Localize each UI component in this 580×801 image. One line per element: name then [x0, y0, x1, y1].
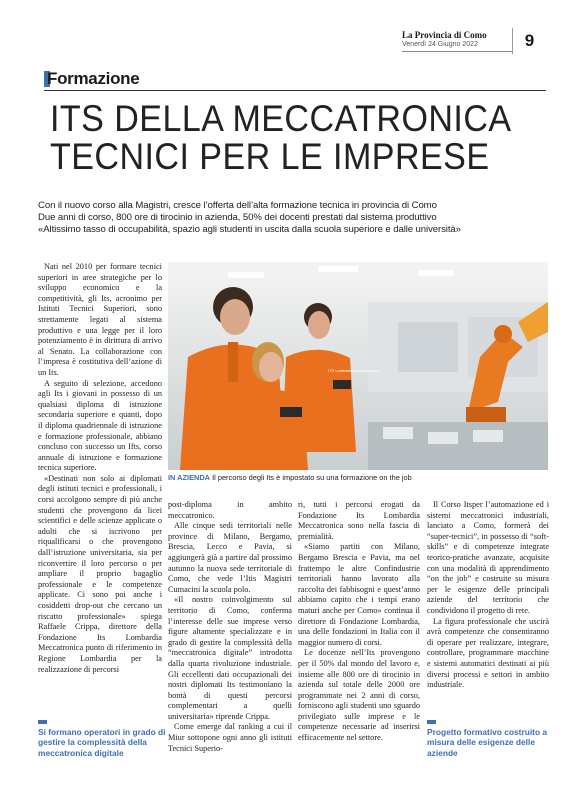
headline-line-1: ITS DELLA MECCATRONICA [50, 98, 512, 139]
paragraph: Come emerge dal ranking a cui il Miur sottopone ogni anno gli istituti Tecnici Superio- [168, 722, 292, 753]
pullquote-mark [38, 720, 47, 724]
paragraph: «Siamo partiti con Milano, Bergamo Brescia e Pavia, ma nel frattempo le altre Confindustrie territoriali hanno lavorato alla raccolta dei fabbisogni e quest’anno abbiamo capito che i tempi erano maturi anche per Como» continua il direttore di Fondazione Lombardia, una delle fondazioni in Italia con il maggior numero di corsi. [298, 542, 420, 647]
paragraph: Il Corso Itsper l’automazione ed i sistemi meccatronici industriali, lanciato a Como, formerà dei “super-tecnici”, in possesso di “soft-skills” e di competenze integrate teorico-pratiche avanzate, acquisite con una modalità di apprendimento “on the job” e costruite su misura per le esigenze delle principali aziende del territorio che condividono il progetto di rete. [427, 500, 549, 615]
pullquote-right [427, 720, 549, 758]
shirt-logo-text: ITS Lombardia Meccatronica [328, 368, 380, 373]
paragraph: post-diploma in ambito meccatronico. [168, 500, 292, 520]
paragraph: ri, tutti i percorsi erogati da Fondazione Its Lombardia Meccatronica sono nella fascia di premialità. [298, 500, 420, 541]
paragraph: Le docenze nell’Its provengono per il 50% dal mondo del lavoro e, insieme alle 800 ore di tirocinio in azienda sul totale delle 2000 ore programmate nei 2 anni di corso, forniscono agli studenti uno sguardo privilegiato sulle imprese e le competenze necessarie ad inserirsi efficacemente nel settore. [298, 648, 420, 743]
paragraph: Nati nel 2010 per formare tecnici superiori in aree strategiche per lo sviluppo economico e la competitività, gli Its, acronimo per Istituti Tecnici Superiori, sono strettamente legati al sistema produttivo e una legge per il loro potenziamento è in dirittura di arrivo al Senato. La collaborazione con l’impresa è costitutiva dell’azione di un Its. [38, 262, 162, 377]
photo-illustration [168, 262, 548, 470]
paragraph: A seguito di selezione, accedono agli Its i giovani in possesso di un qualsiasi diploma di istruzione secondaria superiore e quanti, dopo il diploma quadriennale di istruzione e formazione professionale, abbiano concluso con successo un Ifts, corso annuale di istruzione e formazione tecnica superiore. [38, 378, 162, 473]
masthead-rule [402, 51, 512, 52]
caption-tag: IN AZIENDA [168, 473, 211, 482]
photo-caption [168, 473, 548, 483]
subhead-3: «Altissimo tasso di occupabilità, spazio agli studenti in uscita dalla scuola superiore e dalle università» [38, 224, 461, 235]
article-column-4 [427, 500, 549, 720]
pullquote-text: Si formano operatori in grado di gestire la complessità della meccatronica digitale [38, 727, 166, 758]
pullquote-mark [427, 720, 436, 724]
article-photo [168, 262, 548, 470]
headline [50, 98, 512, 177]
publication-date: Venerdì 24 Giugno 2022 [402, 41, 478, 48]
paragraph: La figura professionale che uscirà avrà competenze che consentiranno di operare per realizzare, integrare, controllare, programmare macchine e sistemi automatici destinati ai più diversi processi e settori in ambito industriale. [427, 616, 549, 690]
section-rule [44, 90, 546, 91]
caption-text: Il percorso degli Its è impostato su una formazione on the job [210, 473, 412, 482]
publication-name: La Provincia di Como [402, 30, 487, 40]
pullquote-left [38, 720, 168, 758]
pullquote-text: Progetto formativo costruito a misura delle esigenze delle aziende [427, 727, 548, 758]
subhead-1: Con il nuovo corso alla Magistri, cresce l’offerta dell’alta formazione tecnica in provincia di Como [38, 200, 437, 211]
article-column-1 [38, 262, 162, 717]
headline-line-2: TECNICI PER LE IMPRESE [50, 136, 490, 177]
page-number: 9 [512, 28, 546, 54]
section-bar [44, 68, 546, 90]
masthead [402, 30, 512, 49]
article-column-2 [168, 500, 292, 800]
paragraph: «Destinati non solo ai diplomati degli istituti tecnici e professionali, i corsi accolgono sempre di più anche studenti che provengono da licei scientifici e delle scienze applicate o adulti che si iscrivono per riqualificarsi o che provengono dall’istruzione universitaria, sia per riconvertire il loro percorso o per ampliare il proprio bagaglio professionale e le competenze applicate. Ci sono poi anche i cosiddetti drop-out che cercano un riscatto professionale» spiega Raffaele Crippa, direttore della Fondazione Its Lombardia Meccatronica punto di riferimento in Regione Lombardia per la realizzazione di percorsi [38, 473, 162, 674]
section-label: Formazione [47, 69, 140, 88]
subhead-2: Due anni di corso, 800 ore di tirocinio in azienda, 50% dei docenti prestati dal sistema produttivo [38, 212, 437, 223]
paragraph: Alle cinque sedi territoriali nelle province di Milano, Bergamo, Brescia, Lecco e Pavia, si aggiungerà già a partire dal prossimo autunno la nuova sede territoriale di Como, che vede l’Itis Magistri Cumacini la scuola polo. [168, 521, 292, 594]
paragraph: «Il nostro coinvolgimento sul territorio di Como, conferma l’interesse delle sue imprese verso figure altamente specializzate e in grado di gestire la complessità della “meccatronica digitale” introdotta dalla quarta rivoluzione industriale. Gli eccellenti dati occupazionali dei nostri diplomati Its testimoniano la bontà di questi percorsi complementari a quelli universitaria» riprende Crippa. [168, 595, 292, 721]
article-column-3 [298, 500, 420, 800]
